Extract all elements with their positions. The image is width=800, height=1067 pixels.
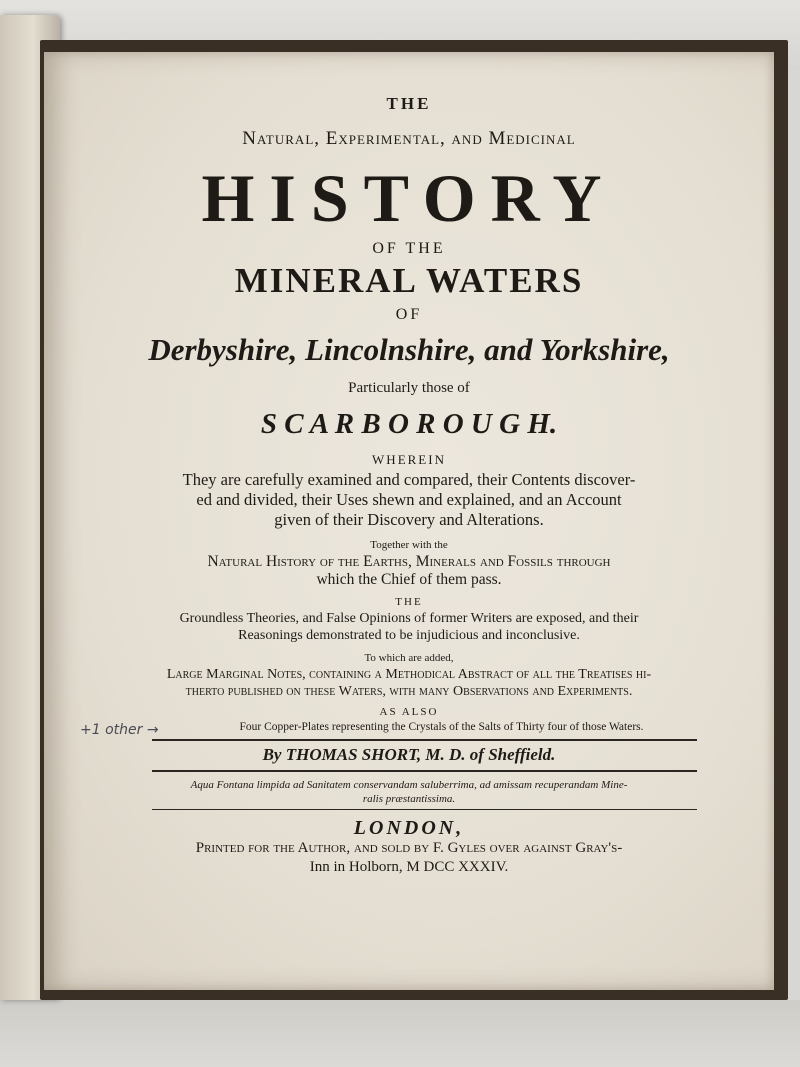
together-with-the: Together with the	[370, 539, 448, 551]
handwritten-margin-note: +1 other →	[80, 722, 159, 738]
rule-below-author	[152, 770, 697, 772]
background-bottom	[0, 1000, 800, 1067]
title-scarborough: S C A R B O R O U G H.	[260, 408, 558, 440]
author-line: By THOMAS SHORT, M. D. of Sheffield.	[262, 745, 556, 764]
paragraph-examined-2: ed and divided, their Uses shewn and explained, and an Account	[196, 490, 622, 509]
title-particularly: Particularly those of	[348, 380, 470, 396]
title-counties: Derbyshire, Lincolnshire, and Yorkshire,	[148, 332, 670, 367]
copper-plates-line: Four Copper-Plates representing the Crystals of the Salts of Thirty four of those Waters.	[239, 721, 644, 733]
paragraph-theories-2: Reasonings demonstrated to be injudicious and inconclusive.	[238, 628, 580, 643]
latin-motto-2: ralis præstantissima.	[362, 793, 456, 805]
paragraph-examined-1: They are carefully examined and compared, their Contents discover-	[182, 470, 636, 489]
title-natural-experimental: Natural, Experimental, and Medicinal	[242, 128, 576, 149]
rule-above-author	[152, 739, 697, 741]
title-page	[44, 52, 774, 990]
to-which-are-added: To which are added,	[364, 652, 454, 664]
paragraph-marginal-notes-1: Large Marginal Notes, containing a Methodical Abstract of all the Treatises hi-	[166, 667, 652, 682]
imprint-holborn-date: Inn in Holborn, M DCC XXXIV.	[309, 859, 509, 875]
paragraph-marginal-notes-2: therto published on these Waters, with many Observations and Experiments.	[185, 684, 633, 699]
paragraph-natural-history-2: which the Chief of them pass.	[316, 571, 502, 588]
title-mineral-waters: MINERAL WATERS	[234, 261, 584, 300]
latin-motto-1: Aqua Fontana limpida ad Sanitatem conservandam saluberrima, ad amissam recuperandam Mine-	[190, 779, 628, 791]
paragraph-natural-history-1: Natural History of the Earths, Minerals and Fossils through	[207, 553, 611, 570]
as-also: AS ALSO	[379, 706, 439, 718]
title-of-the: OF THE	[372, 240, 446, 257]
paragraph-examined-3: given of their Discovery and Alterations.	[274, 510, 544, 529]
title-wherein: WHEREIN	[372, 452, 446, 467]
imprint-printed-for: Printed for the Author, and sold by F. Gyles over against Gray's-	[195, 840, 623, 856]
title-the: THE	[386, 94, 432, 113]
paragraph-theories-1: Groundless Theories, and False Opinions of former Writers are exposed, and their	[179, 611, 639, 626]
rule-below-motto	[152, 809, 697, 810]
the-divider: THE	[395, 596, 423, 608]
title-of: OF	[395, 306, 423, 323]
imprint-london: LONDON,	[353, 817, 465, 839]
title-history: HISTORY	[201, 160, 617, 236]
